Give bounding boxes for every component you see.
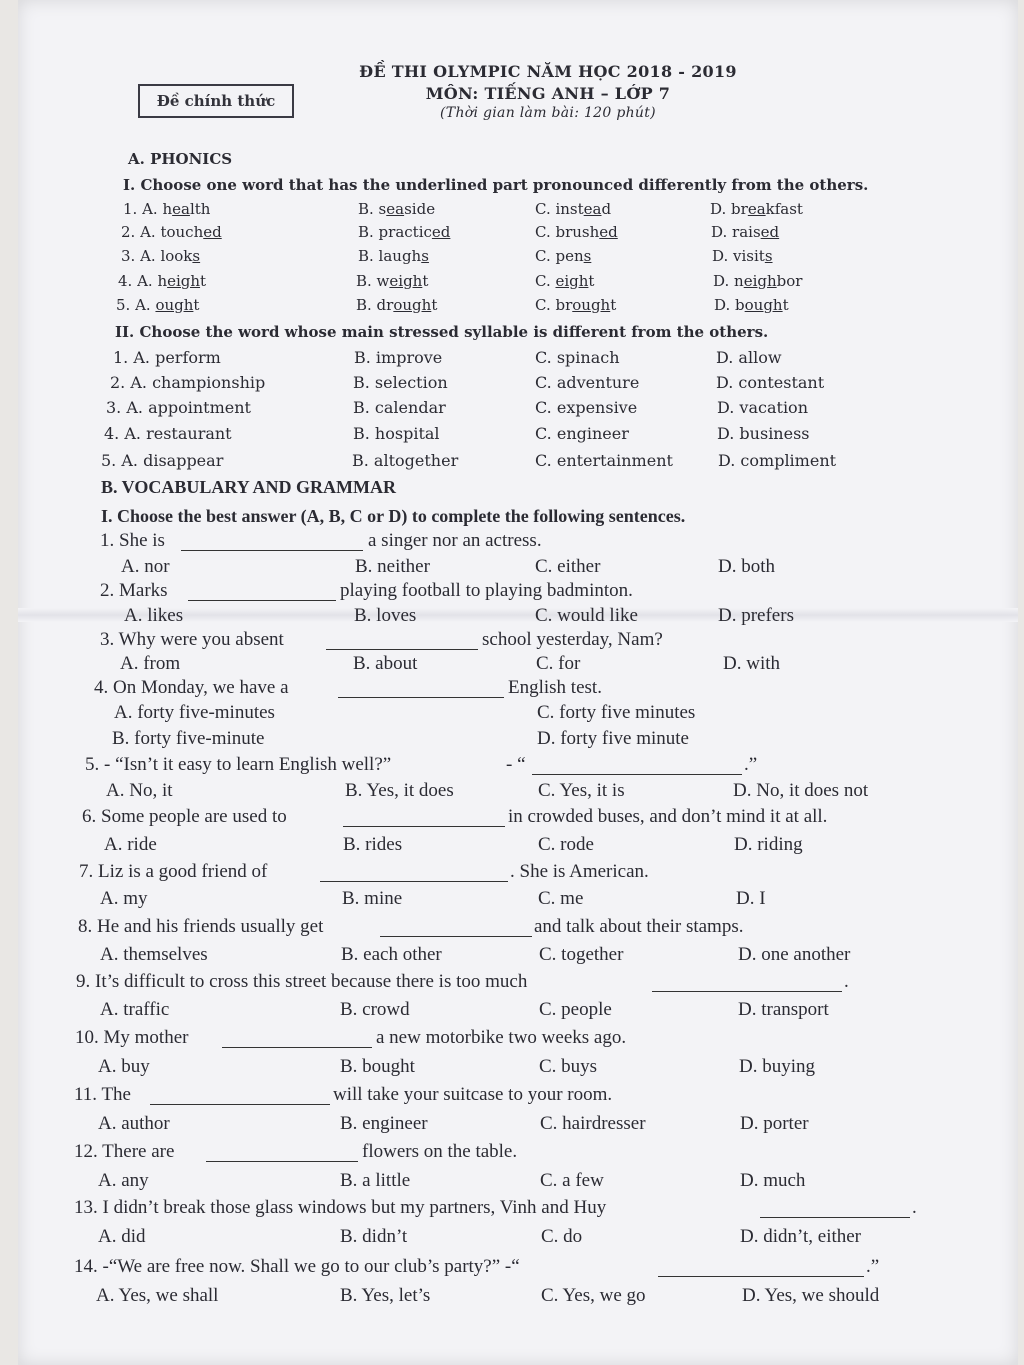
answer-blank-3 <box>326 633 478 650</box>
phonics-row-5: 5. A. ought B. drought C. brought D. bought <box>116 296 789 314</box>
question-6: 6. Some people are used to in crowded buses, and don’t mind it at all. <box>82 806 828 827</box>
options-4a: A. forty five-minutes C. forty five minutes <box>114 702 696 723</box>
options-1: A. nor B. neither C. either D. both <box>121 556 775 577</box>
question-12: 12. There are flowers on the table. <box>74 1141 518 1162</box>
options-6: A. ride B. rides C. rode D. riding <box>104 834 803 855</box>
phonics-row-4: 4. A. height B. weight C. eight D. neighbor <box>118 272 803 290</box>
section-b-title: B. VOCABULARY AND GRAMMAR <box>101 477 397 497</box>
stress-row-2: 2. A. championship B. selection C. adventure D. contestant <box>110 373 825 392</box>
exam-title: ĐỀ THI OLYMPIC NĂM HỌC 2018 - 2019 <box>359 62 737 81</box>
question-14: 14. -“We are free now. Shall we go to our club’s party?” -“ .” <box>74 1256 880 1277</box>
stress-row-3: 3. A. appointment B. calendar C. expensive D. vacation <box>106 398 808 417</box>
answer-blank-2 <box>188 584 336 601</box>
exam-subject: MÔN: TIẾNG ANH – LỚP 7 <box>425 84 671 103</box>
phonics-row-3: 3. A. looks B. laughs C. pens D. visits <box>121 247 773 265</box>
answer-blank-1 <box>181 534 363 551</box>
exam-time: (Thời gian làm bài: 120 phút) <box>440 105 656 121</box>
options-2: A. likes B. loves C. would like D. prefers <box>124 605 794 626</box>
phonics-instruction-1: I. Choose one word that has the underlined part pronounced differently from the others. <box>123 176 869 194</box>
answer-blank-4 <box>338 681 504 698</box>
stress-row-5: 5. A. disappear B. altogether C. entertainment D. compliment <box>101 451 837 470</box>
question-8: 8. He and his friends usually get and talk about their stamps. <box>78 916 744 937</box>
options-12: A. any B. a little C. a few D. much <box>98 1170 806 1191</box>
phonics-row-2: 2. A. touched B. practiced C. brushed D. raised <box>121 223 780 241</box>
answer-blank-9 <box>652 975 842 992</box>
options-3: A. from B. about C. for D. with <box>120 653 780 674</box>
options-11: A. author B. engineer C. hairdresser D. porter <box>98 1113 809 1134</box>
question-1: 1. She is a singer nor an actress. <box>100 530 542 551</box>
options-14: A. Yes, we shall B. Yes, let’s C. Yes, we go D. Yes, we should <box>96 1285 880 1306</box>
answer-blank-6 <box>343 810 505 827</box>
section-a-title: A. PHONICS <box>128 150 233 168</box>
exam-paper <box>18 0 1018 1365</box>
question-3: 3. Why were you absent school yesterday, Nam? <box>100 629 663 650</box>
options-10: A. buy B. bought C. buys D. buying <box>98 1056 815 1077</box>
official-stamp: Đề chính thức <box>138 84 294 118</box>
question-13: 13. I didn’t break those glass windows but my partners, Vinh and Huy . <box>74 1197 917 1218</box>
answer-blank-10 <box>222 1031 372 1048</box>
answer-blank-14 <box>658 1260 864 1277</box>
vocab-instruction: I. Choose the best answer (A, B, C or D) to complete the following sentences. <box>101 506 686 526</box>
options-13: A. did B. didn’t C. do D. didn’t, either <box>98 1226 862 1247</box>
answer-blank-11 <box>150 1088 330 1105</box>
question-4: 4. On Monday, we have a English test. <box>94 677 602 698</box>
options-8: A. themselves B. each other C. together D. one another <box>100 944 851 965</box>
phonics-instruction-2: II. Choose the word whose main stressed syllable is different from the others. <box>115 323 769 341</box>
question-10: 10. My mother a new motorbike two weeks ago. <box>75 1027 627 1048</box>
question-7: 7. Liz is a good friend of . She is American. <box>79 861 649 882</box>
answer-blank-13 <box>760 1201 910 1218</box>
answer-blank-12 <box>206 1145 358 1162</box>
question-11: 11. The will take your suitcase to your room. <box>74 1084 613 1105</box>
options-4b: B. forty five-minute D. forty five minute <box>112 728 689 749</box>
answer-blank-7 <box>320 865 508 882</box>
options-7: A. my B. mine C. me D. I <box>100 888 766 909</box>
answer-blank-5 <box>532 758 742 775</box>
question-5: 5. - “Isn’t it easy to learn English well?” - “ .” <box>85 754 758 775</box>
stress-row-1: 1. A. perform B. improve C. spinach D. allow <box>113 348 782 367</box>
answer-blank-8 <box>380 920 532 937</box>
phonics-row-1: 1. A. health B. seaside C. instead D. breakfast <box>123 200 803 218</box>
options-5: A. No, it B. Yes, it does C. Yes, it is D. No, it does not <box>106 780 869 801</box>
question-2: 2. Marks playing football to playing badminton. <box>100 580 633 601</box>
question-9: 9. It’s difficult to cross this street because there is too much . <box>76 971 849 992</box>
stress-row-4: 4. A. restaurant B. hospital C. engineer D. business <box>104 424 810 443</box>
options-9: A. traffic B. crowd C. people D. transport <box>100 999 829 1020</box>
